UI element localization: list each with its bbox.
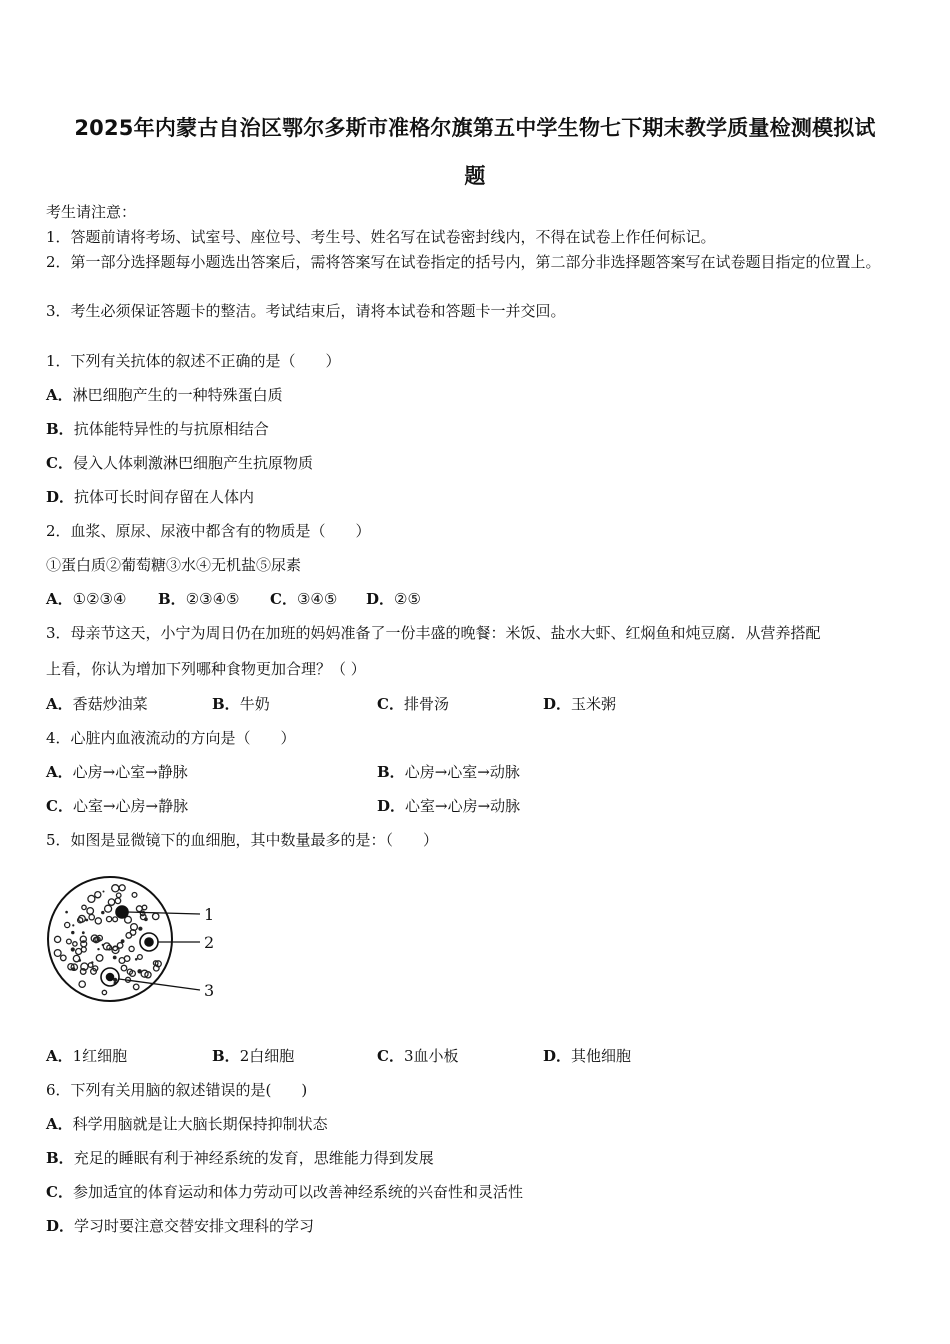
option-text: 抗体可长时间存留在人体内 [74,488,255,506]
option-text: 牛奶 [239,695,270,713]
option-text: 心室→心房→动脉 [405,797,521,815]
notice-item-2: 2．第一部分选择题每小题选出答案后，需将答案写在试卷指定的括号内，第二部分非选择题答案写在试卷题目指定的位置上。 [46,253,881,271]
leader-line-3 [119,979,200,990]
option-text: 科学用脑就是让大脑长期保持抑制状态 [72,1115,328,1133]
red-blood-cell [107,917,112,922]
question-4-option-d[interactable] [377,795,520,817]
red-blood-cell [119,958,125,964]
question-2-option-a[interactable] [46,588,126,610]
option-label: C． [377,695,404,713]
platelet [65,911,68,914]
option-label: D． [366,590,395,608]
red-blood-cell [138,955,143,960]
question-5-option-d[interactable] [543,1045,631,1067]
option-label: A． [46,695,73,713]
question-5-stem: 5．如图是显微镜下的血细胞，其中数量最多的是：（ ） [46,831,439,849]
red-blood-cell [102,990,106,994]
red-blood-cell [96,955,103,962]
option-label: C． [46,454,73,472]
red-blood-cell [153,913,159,919]
red-blood-cell [95,892,101,898]
platelet [85,919,88,922]
option-label: C． [46,1183,73,1201]
option-text: 充足的睡眠有利于神经系统的发育，思维能力得到发展 [73,1149,434,1167]
red-blood-cell [55,936,61,942]
question-4-stem: 4．心脏内血液流动的方向是（ ） [46,729,296,747]
question-4-option-c[interactable] [46,795,188,817]
question-6-option-c[interactable] [46,1181,523,1203]
platelet [71,931,74,934]
option-label: D． [543,1047,572,1065]
red-blood-cell [133,984,139,990]
leader-line-1 [126,912,200,914]
title-line-2: 题 [464,164,486,188]
red-blood-cell [87,908,94,915]
red-blood-cell [115,898,121,904]
red-blood-cell [105,905,112,912]
option-text: 玉米粥 [571,695,617,713]
question-6-option-d[interactable] [46,1215,314,1237]
platelet [135,958,138,961]
question-2-stem: 2．血浆、原尿、尿液中都含有的物质是（ ） [46,522,371,540]
platelet [91,961,93,963]
red-blood-cell [136,906,142,912]
option-text: ①②③④ [72,590,127,608]
title-line-1: 2025年内蒙古自治区鄂尔多斯市准格尔旗第五中学生物七下期末教学质量检测模拟试 [74,116,876,140]
red-blood-cell [73,942,77,946]
blood-cell-micrograph [44,872,224,1007]
question-5-option-c[interactable] [377,1045,459,1067]
option-text: 香菇炒油菜 [72,695,148,713]
red-blood-cell [79,981,85,987]
question-3-option-c[interactable] [377,693,449,715]
red-blood-cell [142,905,147,910]
platelet [72,924,74,926]
red-blood-cell [76,949,82,955]
option-label: C． [377,1047,404,1065]
white-blood-cell-nucleus [145,938,153,946]
question-2-option-b[interactable] [158,588,239,610]
option-text: 心房→心室→静脉 [72,763,188,781]
question-3-stem: 3．母亲节这天，小宁为周日仍在加班的妈妈准备了一份丰盛的晚餐：米饭、盐水大虾、红焖鱼和炖豆腐．从营养搭配 [46,624,821,642]
option-label: B． [46,1149,74,1167]
platelet [101,911,104,914]
question-6-option-b[interactable] [46,1147,434,1169]
red-blood-cell [112,885,119,892]
option-text: 3血小板 [403,1047,459,1065]
red-blood-cell [108,899,114,905]
option-text: 其他细胞 [571,1047,632,1065]
option-label: B． [212,1047,240,1065]
option-text: 侵入人体刺激淋巴细胞产生抗原物质 [72,454,313,472]
platelet [78,959,81,962]
notice-item-1: 1．答题前请将考场、试室号、座位号、考生号、姓名写在试卷密封线内，不得在试卷上作任何标记。 [46,228,716,246]
platelet [138,927,142,931]
red-blood-cell [82,905,86,909]
option-text: 抗体能特异性的与抗原相结合 [73,420,269,438]
red-blood-cell [121,965,127,971]
option-text: 排骨汤 [403,695,449,713]
red-blood-cell [113,917,118,922]
option-label: C． [270,590,297,608]
notice-item-3: 3．考生必须保证答题卡的整洁。考试结束后，请将本试卷和答题卡一并交回。 [46,302,566,320]
question-4-option-a[interactable] [46,761,188,783]
question-1-option-b[interactable] [46,418,269,440]
option-text: 1红细胞 [72,1047,128,1065]
question-1-option-d[interactable] [46,486,254,508]
question-6-option-a[interactable] [46,1113,328,1135]
option-text: 参加适宜的体育运动和体力劳动可以改善神经系统的兴奋性和灵活性 [72,1183,523,1201]
option-text: 心房→心室→动脉 [404,763,520,781]
option-label: A． [46,590,73,608]
platelet [137,969,141,973]
red-blood-cell [61,955,67,961]
question-2-option-d[interactable] [366,588,421,610]
option-label: D． [543,695,572,713]
platelet [82,931,85,934]
option-label: D． [46,1217,75,1235]
question-3-option-d[interactable] [543,693,616,715]
red-blood-cell [116,893,121,898]
question-4-option-b[interactable] [377,761,520,783]
option-label: C． [46,797,73,815]
platelet [71,947,75,951]
option-text: 学习时要注意交替安排文理科的学习 [74,1217,315,1235]
notice-heading: 考生请注意： [46,203,137,221]
figure-label-2: 2 [204,933,215,952]
question-1-option-c[interactable] [46,452,313,474]
figure-label-3: 3 [204,981,215,1000]
question-5-option-a[interactable] [46,1045,127,1067]
option-label: D． [377,797,406,815]
option-label: B． [158,590,186,608]
red-blood-cell [132,893,137,898]
option-text: 淋巴细胞产生的一种特殊蛋白质 [72,386,283,404]
figure-label-1: 1 [204,905,215,924]
question-3-option-a[interactable] [46,693,148,715]
question-3-stem-continued: 上看，你认为增加下列哪种食物更加合理？（ ） [46,660,366,678]
page-title [40,104,910,200]
red-blood-cell [54,950,61,957]
option-label: A． [46,386,73,404]
platelets [65,891,148,985]
platelet [97,948,99,950]
red-blood-cell [88,895,95,902]
cell-3-nucleus [107,974,114,981]
platelet [121,939,125,943]
option-text: 心室→心房→静脉 [72,797,189,815]
option-label: A． [46,763,73,781]
red-blood-cell [67,939,72,944]
option-label: A． [46,1047,73,1065]
option-text: ③④⑤ [296,590,338,608]
platelet [72,967,76,971]
option-label: A． [46,1115,73,1133]
red-blood-cell [65,922,70,927]
platelet [102,944,104,946]
platelet [144,917,148,921]
question-2-option-c[interactable] [270,588,337,610]
option-text: ②⑤ [394,590,421,608]
option-label: B． [46,420,74,438]
red-blood-cell [89,915,94,920]
option-label: B． [212,695,240,713]
red-blood-cell [95,918,101,924]
red-blood-cell [129,946,134,951]
microscope-field [48,877,172,1001]
red-blood-cell [117,943,123,949]
red-blood-cell [119,885,125,891]
platelet [103,891,105,893]
option-text: ②③④⑤ [185,590,240,608]
option-label: B． [377,763,405,781]
question-5-option-b[interactable] [212,1045,294,1067]
question-2-extra: ①蛋白质②葡萄糖③水④无机盐⑤尿素 [46,556,302,574]
question-6-stem: 6．下列有关用脑的叙述错误的是( ) [46,1081,308,1099]
platelet [113,956,117,960]
option-text: 2白细胞 [239,1047,295,1065]
option-label: D． [46,488,75,506]
question-1-option-a[interactable] [46,384,283,406]
question-3-option-b[interactable] [212,693,270,715]
question-1-stem: 1．下列有关抗体的叙述不正确的是（ ） [46,352,341,370]
